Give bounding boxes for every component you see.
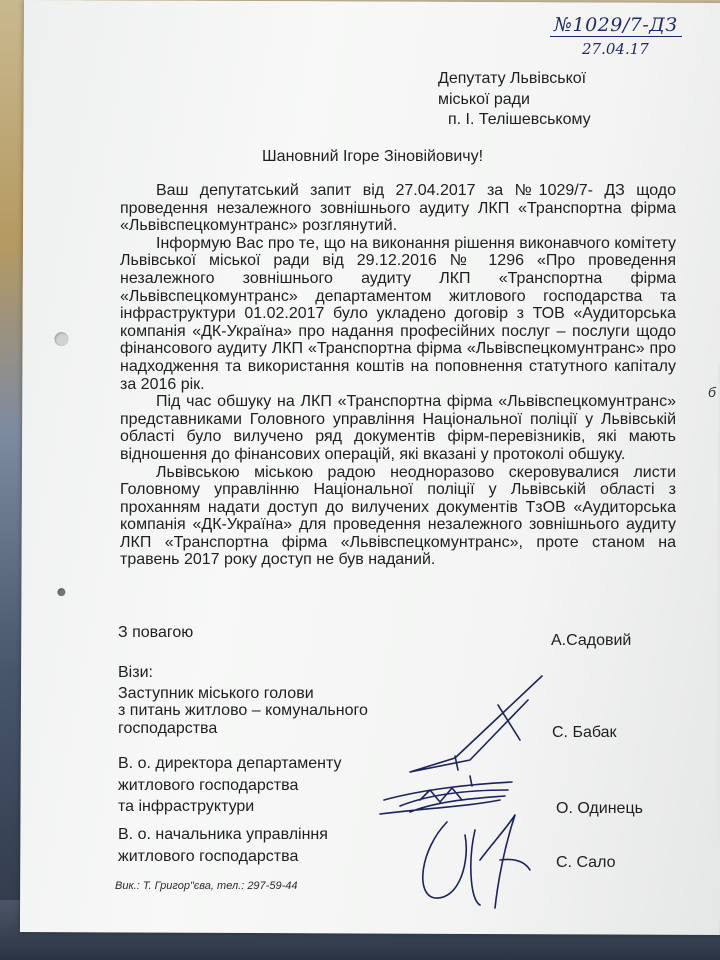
registration-number: №1029/7-ДЗ xyxy=(550,14,682,37)
approval-title-line: В. о. директора департаменту xyxy=(118,755,342,772)
registration-date: 27.04.17 xyxy=(582,40,649,58)
approver-name: С. Сало xyxy=(556,854,616,871)
approval-title-line: господарства xyxy=(118,719,218,737)
paper-edge xyxy=(716,363,720,843)
approval-title-line: та інфраструктури xyxy=(118,798,255,816)
approver-name: С. Бабак xyxy=(552,724,617,741)
closing-phrase: З повагою xyxy=(118,624,194,641)
approval-block-3 xyxy=(118,826,378,865)
letter-body xyxy=(120,182,676,569)
approval-title-line: з питань житлово – комунального xyxy=(118,702,368,720)
approver-name: О. Одинець xyxy=(556,800,643,817)
body-paragraph: Під час обшуку на ЛКП «Транспортна фірма «Львівспецкомунтранс» представниками Головного управління Національної поліції у Львівській області було вилучено ряд документів фірм-перевізників, які мають відношення до фінансових операцій, які вказані у протоколі обшуку. xyxy=(120,393,676,463)
executor-note: Вик.: Т. Григор"єва, тел.: 297-59-44 xyxy=(115,880,298,892)
registration-stamp xyxy=(540,10,700,60)
margin-mark: б xyxy=(708,384,716,400)
body-paragraph: Інформую Вас про те, що на виконання рішення виконавчого комітету Львівської міської ради від 29.12.2016 № 1296 «Про проведення незалежного зовнішнього аудиту ЛКП «Транспортна фірма «Львівспецкомунтранс» департаментом житлового господарства та інфраструктури 01.02.2017 було укладено договір з ТОВ «Аудиторська компанія «ДК-Україна» про надання професійних послуг – послуги щодо фінансового аудиту ЛКП «Транспортна фірма «Львівспецкомунтранс» про надходження та використання коштів на поповнення статутного капіталу за 2016 рік. xyxy=(120,234,676,393)
punch-hole-icon xyxy=(54,332,68,346)
signatory-name: А.Садовий xyxy=(551,632,632,649)
approval-block-2 xyxy=(118,755,378,816)
vizy-label: Візи: xyxy=(118,664,153,681)
approval-title-line: житлового господарства xyxy=(118,776,299,794)
approval-title-line: В. о. начальника управління xyxy=(118,826,328,843)
punch-hole-icon xyxy=(57,588,65,596)
body-paragraph: Ваш депутатський запит від 27.04.2017 за №1029/7- ДЗ щодо проведення незалежного зовнішнього аудиту ЛКП «Транспортна фірма «Львівспецкомунтранс» розглянутий. xyxy=(120,182,676,235)
addressee-line: Депутату Львівської xyxy=(438,70,587,87)
body-paragraph: Львівською міською радою неодноразово скеровувалися листи Головному управлінню Національної поліції у Львівській області з проханням надати доступ до вилучених документів ТзОВ «Аудиторська компанія «ДК-Україна» для проведення незалежного зовнішнього аудиту ЛКП «Транспортна фірма «Львівспецкомунтранс», проте станом на травень 2017 року доступ не був наданий. xyxy=(120,463,676,569)
addressee-block xyxy=(438,70,638,129)
addressee-line: п. І. Телішевському xyxy=(448,111,591,129)
addressee-line: міської ради xyxy=(438,90,530,108)
greeting: Шановний Ігоре Зіновійовичу! xyxy=(262,148,484,165)
approval-title-line: Заступник міського голови xyxy=(118,684,314,702)
approval-block-1 xyxy=(118,664,378,737)
approval-title-line: житлового господарства xyxy=(118,847,299,865)
